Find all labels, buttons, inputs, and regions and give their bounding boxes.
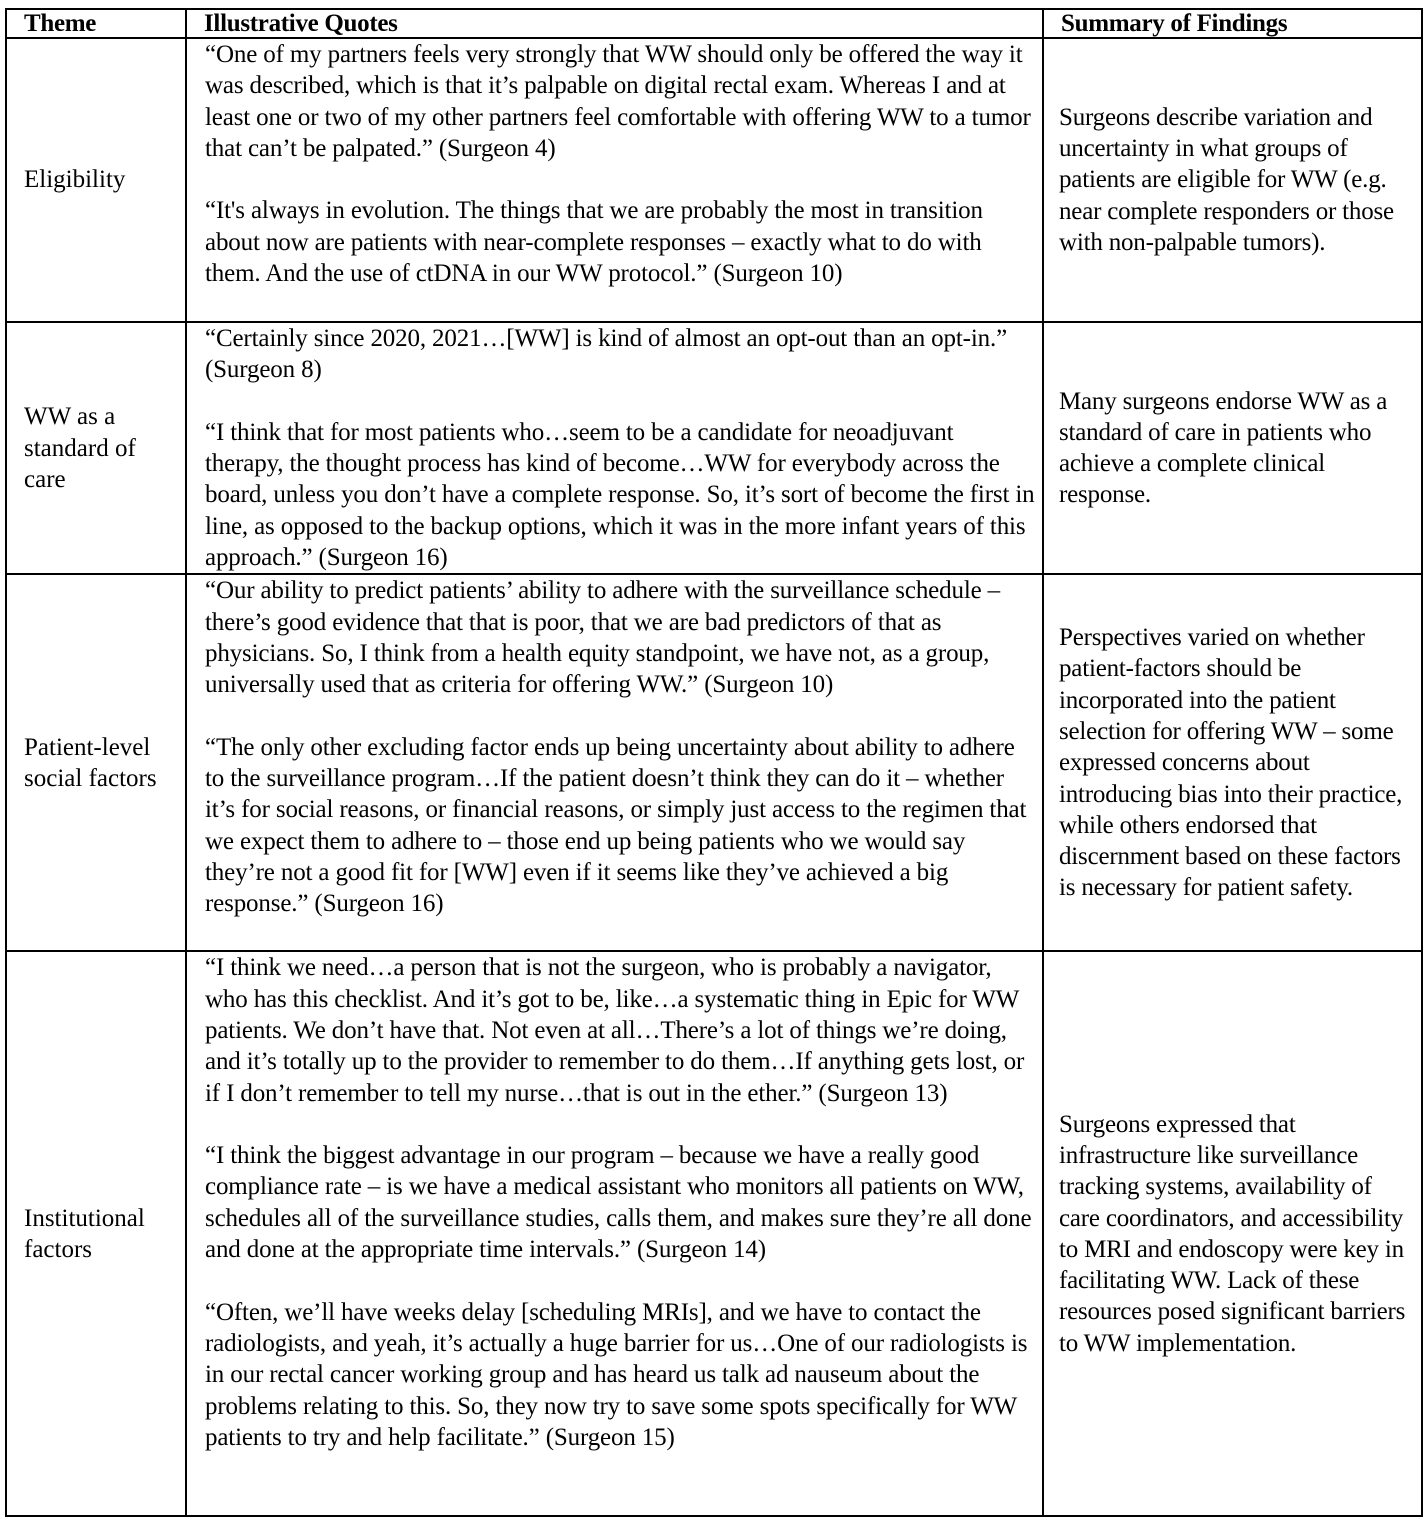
quotes-cell xyxy=(186,574,1043,951)
theme-cell: Patient-level social factors xyxy=(6,574,186,951)
theme-cell: Eligibility xyxy=(6,38,186,322)
summary-text: Many surgeons endorse WW as a standard of care in patients who achieve a complete clinical response. xyxy=(1059,387,1388,509)
quotes-cell xyxy=(186,951,1043,1516)
summary-text: Surgeons expressed that infrastructure like surveillance tracking systems, availability of care coordinators, and accessibility to MRI and endoscopy were key in facilitating WW. Lack of these resources posed significant barriers to WW implementation. xyxy=(1059,1110,1406,1357)
quote: “Often, we’ll have weeks delay [scheduling MRIs], and we have to contact the radiologists, and yeah, it’s actually a huge barrier for us…One of our radiologists is in our rectal cancer working group and has heard us talk ad nauseum about the problems relating to this. So, they now try to save some spots specifically for WW patients to try and help facilitate.” (Surgeon 15) xyxy=(205,1298,1028,1451)
table-row xyxy=(6,574,1422,951)
theme-cell: Institutional factors xyxy=(6,951,186,1516)
header-illustrative-quotes: Illustrative Quotes xyxy=(186,9,1043,38)
quote: “I think the biggest advantage in our program – because we have a really good compliance rate – is we have a medical assistant who monitors all patients on WW, schedules all of the surveillance studies, calls them, and makes sure they’re all done and done at the appropriate time intervals.” (Surgeon 14) xyxy=(205,1142,1032,1264)
summary-cell xyxy=(1043,322,1422,574)
table-row xyxy=(6,38,1422,322)
quote: “One of my partners feels very strongly that WW should only be offered the way it was described, which is that it’s palpable on digital rectal exam. Whereas I and at least one or two of my other partners feel comfortable with offering WW to a tumor that can’t be palpated.” (Surgeon 4) xyxy=(205,41,1031,162)
theme-cell: WW as a standard of care xyxy=(6,322,186,574)
quote: “It's always in evolution. The things that we are probably the most in transition about now are patients with near-complete responses – exactly what to do with them. And the use of ctDNA in our WW protocol.” (Surgeon 10) xyxy=(205,197,983,288)
quotes-cell xyxy=(186,38,1043,322)
summary-cell xyxy=(1043,38,1422,322)
table-row xyxy=(6,322,1422,574)
quotes-cell xyxy=(186,322,1043,574)
table-header-row xyxy=(6,9,1422,38)
table-row xyxy=(6,951,1422,1516)
quote: “The only other excluding factor ends up being uncertainty about ability to adhere to the surveillance program…If the patient doesn’t think they can do it – whether it’s for social reasons, or financial reasons, or simply just access to the regimen that we expect them to adhere to – those end up being patients who we would say they’re not a good fit for [WW] even if it seems like they’ve achieved a big response.” (Surgeon 16) xyxy=(205,733,1027,918)
header-summary-of-findings: Summary of Findings xyxy=(1043,9,1422,38)
summary-cell xyxy=(1043,951,1422,1516)
summary-text: Perspectives varied on whether patient-factors should be incorporated into the patient selection for offering WW – some expressed concerns about introducing bias into their practice, while others endorsed that discernment based on these factors is necessary for patient safety. xyxy=(1059,624,1403,902)
quote: “Certainly since 2020, 2021…[WW] is kind of almost an opt-out than an opt-in.” (Surgeon 8) xyxy=(205,325,1008,384)
quote: “I think that for most patients who…seem to be a candidate for neoadjuvant therapy, the thought process has kind of become…WW for everybody across the board, unless you don’t have a complete response. So, it’s sort of become the first in line, as opposed to the backup options, which it was in the more infant years of this approach.” (Surgeon 16) xyxy=(205,418,1035,572)
quote: “Our ability to predict patients’ ability to adhere with the surveillance schedule – there’s good evidence that that is poor, that we are bad predictors of that as physicians. So, I think from a health equity standpoint, we have not, as a group, universally used that as criteria for offering WW.” (Surgeon 10) xyxy=(205,577,1001,699)
summary-text: Surgeons describe variation and uncertainty in what groups of patients are eligible for WW (e.g. near complete responders or those with non-palpable tumors). xyxy=(1059,103,1394,256)
header-theme: Theme xyxy=(6,9,186,38)
themes-table xyxy=(5,8,1423,1517)
quote: “I think we need…a person that is not the surgeon, who is probably a navigator, who has this checklist. And it’s got to be, like…a systematic thing in Epic for WW patients. We don’t have that. Not even at all…There’s a lot of things we’re doing, and it’s totally up to the provider to remember to do them…If anything gets lost, or if I don’t remember to tell my nurse…that is out in the ether.” (Surgeon 13) xyxy=(205,954,1025,1107)
summary-cell xyxy=(1043,574,1422,951)
